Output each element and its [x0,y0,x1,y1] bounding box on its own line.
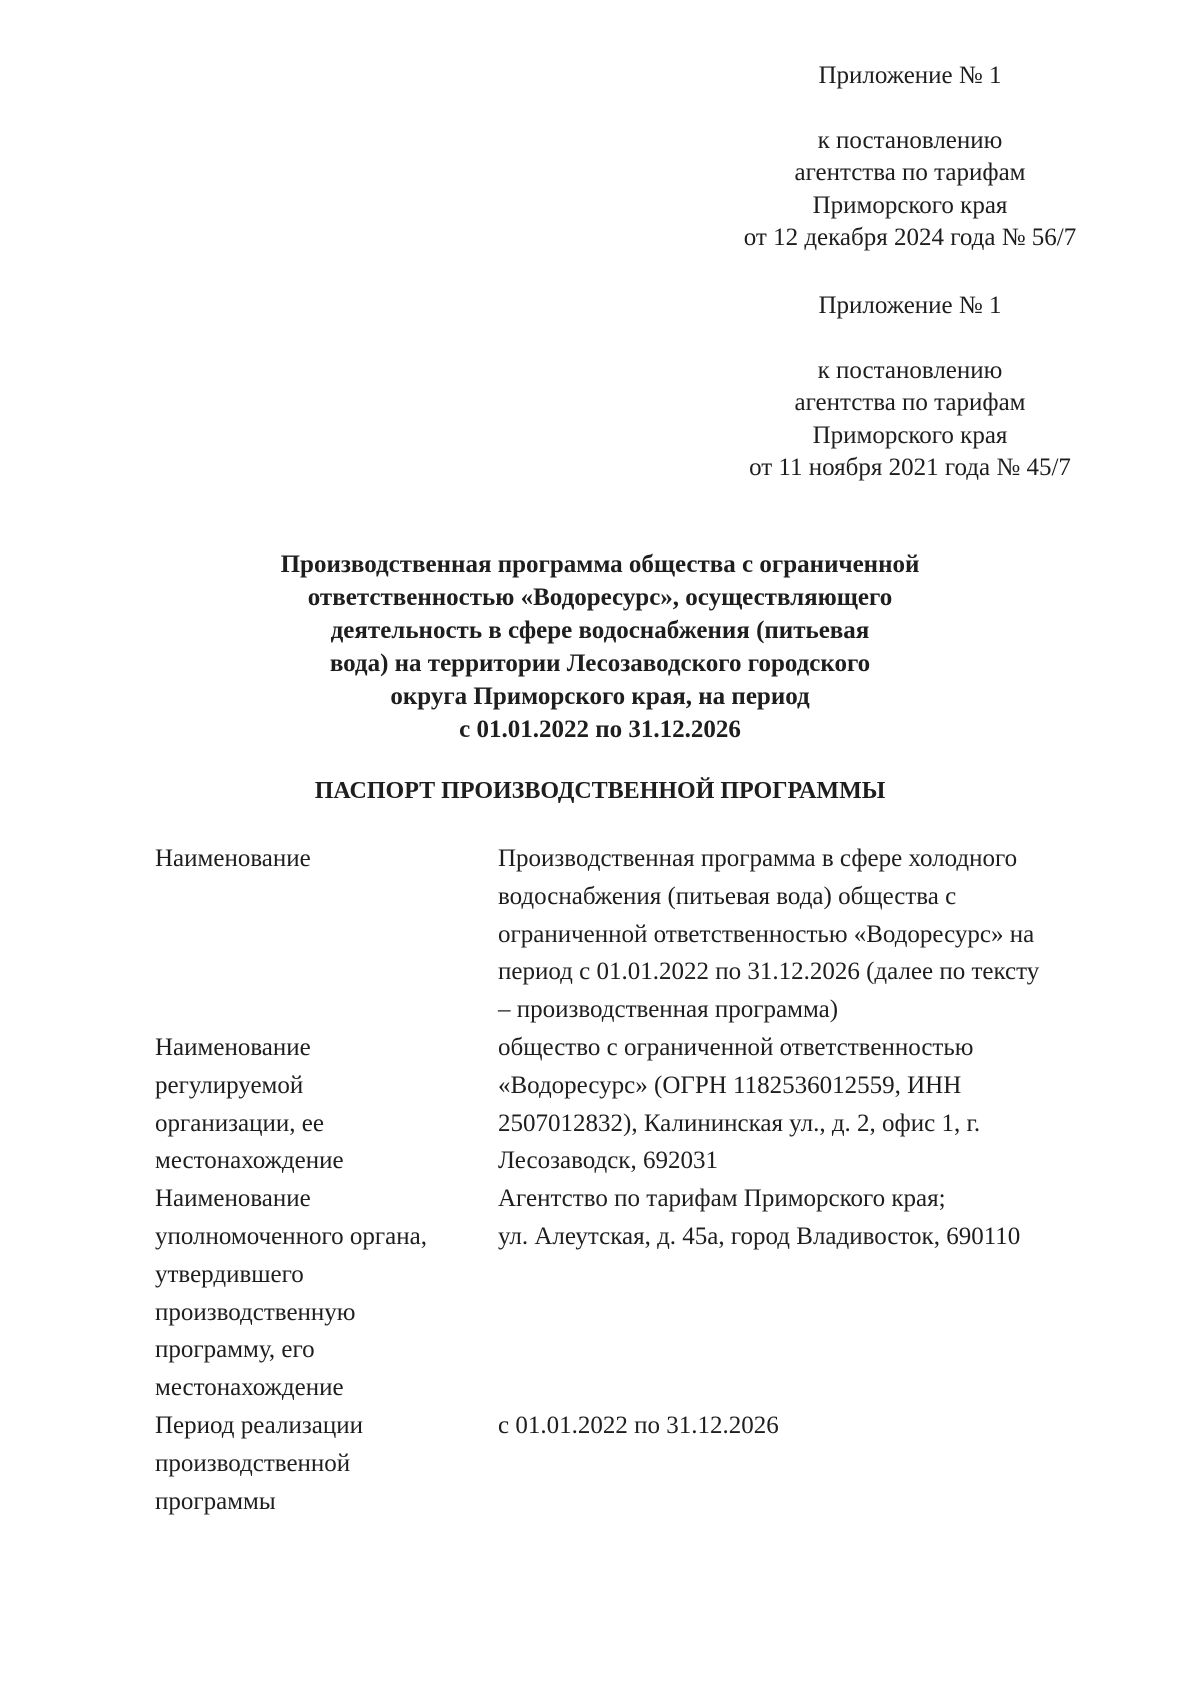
value-line: – производственная программа) [498,996,839,1024]
row-label [155,1029,498,1180]
value-line: с 01.01.2022 по 31.12.2026 [498,1411,779,1439]
label-line: утвердившего [155,1260,304,1288]
label-line: Наименование [155,1033,311,1061]
label-line: Наименование [155,1185,311,1213]
annex-original-block [700,290,1120,485]
value-line: ограниченной ответственностью «Водоресурс» на [498,920,1035,948]
annex-current-line: к постановлению [817,126,1003,154]
annex-current-line: Приморского края [812,191,1008,219]
label-line: программы [155,1487,276,1515]
passport-row-period [155,1407,1115,1520]
value-line: Производственная программа в сфере холодного [498,845,1018,872]
label-line: организации, ее [155,1109,324,1137]
value-line: период с 01.01.2022 по 31.12.2026 (далее по тексту [498,958,1040,986]
label-line: программу, его [155,1336,315,1364]
annex-original-line: Приморского края [812,421,1008,449]
annex-original-line: агентства по тарифам [794,389,1026,416]
value-line: ул. Алеутская, д. 45а, город Владивосток, 690110 [498,1222,1021,1250]
label-line: уполномоченного органа, [155,1222,427,1250]
row-label [155,1407,498,1520]
label-line: Период реализации [155,1411,363,1439]
label-line: Наименование [155,845,311,872]
title-line: Производственная программа общества с ограниченной [280,551,920,578]
label-line: местонахождение [155,1374,344,1402]
annex-original-appendix: Приложение № 1 [818,292,1002,319]
title-line: округа Приморского края, на период [390,683,810,710]
annex-current-date: от 12 декабря 2024 года № 56/7 [743,224,1077,251]
row-label [155,840,498,878]
value-line: 2507012832), Калининская ул., д. 2, офис 1, г. [498,1109,981,1137]
annex-current-line: агентства по тарифам [794,159,1026,186]
value-line: водоснабжения (питьевая вода) общества с [498,882,957,910]
passport-row-authority [155,1180,1115,1407]
row-value [498,1180,1115,1256]
passport-row-name [155,840,1115,1029]
annex-original-line: к постановлению [817,356,1003,384]
passport-table [155,840,1115,1520]
row-value [498,1029,1115,1180]
title-line: деятельность в сфере водоснабжения (питьевая [330,617,870,644]
row-label [155,1180,498,1407]
value-line: «Водоресурс» (ОГРН 1182536012559, ИНН [498,1071,962,1099]
program-title [200,548,1000,746]
passport-heading: ПАСПОРТ ПРОИЗВОДСТВЕННОЙ ПРОГРАММЫ [314,778,886,804]
row-value [498,840,1115,1029]
annex-original-date: от 11 ноября 2021 года № 45/7 [749,454,1071,481]
label-line: производственной [155,1449,351,1477]
title-line: с 01.01.2022 по 31.12.2026 [459,716,741,743]
label-line: местонахождение [155,1147,344,1175]
row-value [498,1407,1115,1445]
label-line: регулируемой [155,1071,304,1099]
label-line: производственную [155,1298,356,1326]
value-line: Агентство по тарифам Приморского края; [498,1185,946,1213]
title-line: вода) на территории Лесозаводского городского [329,650,871,677]
title-line: ответственностью «Водоресурс», осуществляющего [307,584,893,611]
value-line: общество с ограниченной ответственностью [498,1033,974,1061]
annex-current-block [700,60,1120,255]
passport-row-organization [155,1029,1115,1180]
value-line: Лесозаводск, 692031 [498,1147,718,1175]
annex-current-appendix: Приложение № 1 [818,62,1002,89]
